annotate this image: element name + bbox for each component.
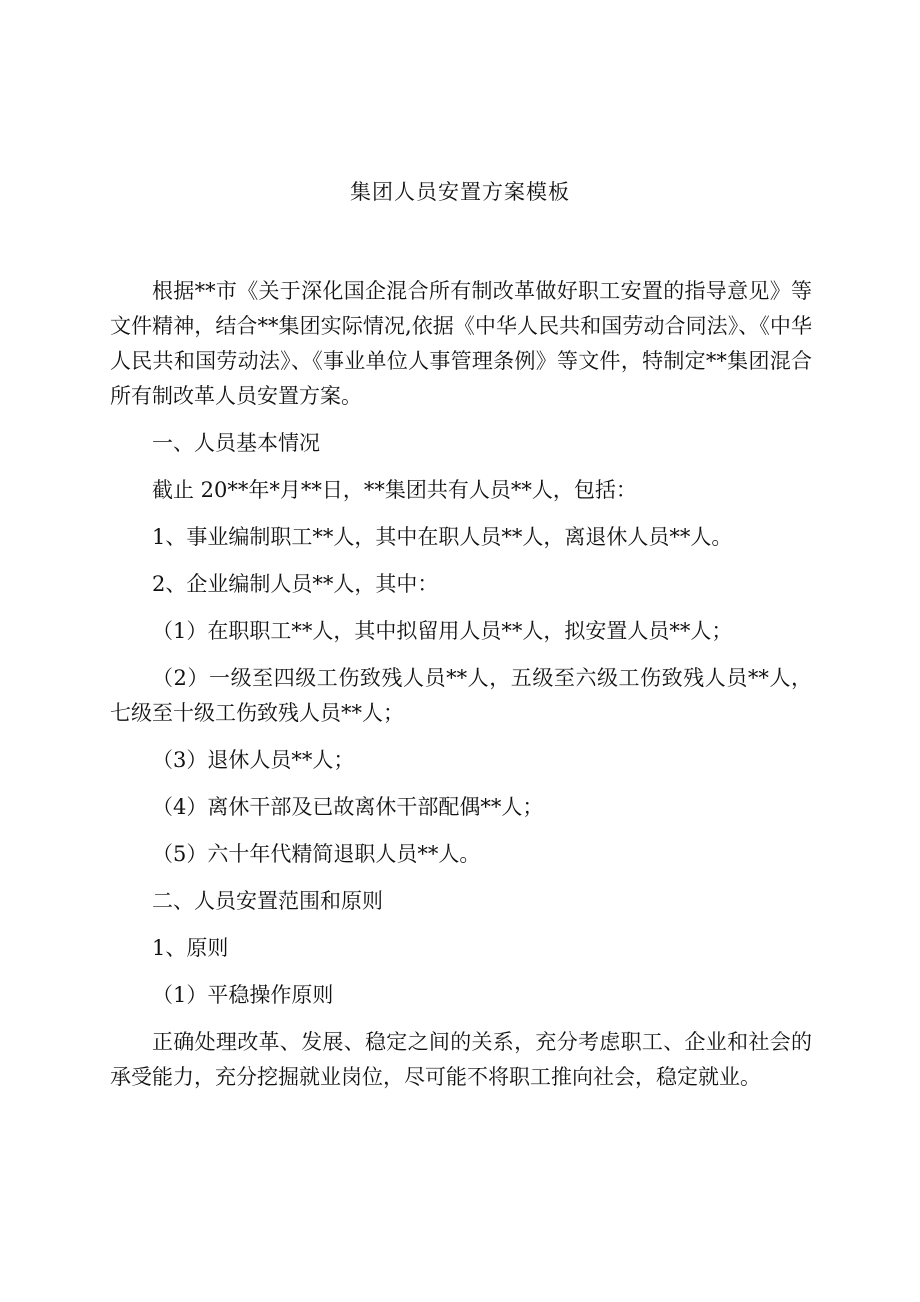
document-title: 集团人员安置方案模板 bbox=[350, 180, 570, 204]
paragraph-stable-operation: 正确处理改革、发展、稳定之间的关系，充分考虑职工、企业和社会的承受能力，充分挖掘就业岗位，尽可能不将职工推向社会，稳定就业。 bbox=[110, 1030, 812, 1089]
list-item-enterprise-staff: 2、企业编制人员**人，其中： bbox=[152, 572, 439, 596]
sub-item-retired: （3）退休人员**人； bbox=[152, 748, 355, 772]
sub-item-injury-disabled: （2）一级至四级工伤致残人员**人，五级至六级工伤致残人员**人，七级至十级工伤致残人员**人； bbox=[110, 666, 812, 725]
subsection-heading-principles: 1、原则 bbox=[152, 936, 229, 960]
document-body bbox=[110, 274, 812, 1107]
sub-item-retired-cadres: （4）离休干部及已故离休干部配偶**人； bbox=[152, 795, 544, 819]
section-heading-scope-principles: 二、人员安置范围和原则 bbox=[152, 889, 383, 913]
section-heading-basic-info: 一、人员基本情况 bbox=[152, 431, 320, 455]
sub-item-active-staff: （1）在职职工**人，其中拟留用人员**人，拟安置人员**人； bbox=[152, 619, 733, 643]
list-item-institution-staff: 1、事业编制职工**人，其中在职人员**人，离退休人员**人。 bbox=[152, 525, 733, 549]
paragraph-intro: 根据**市《关于深化国企混合所有制改革做好职工安置的指导意见》等文件精神，结合**集团实际情况,依据《中华人民共和国劳动合同法》、《中华人民共和国劳动法》、《事业单位人事管理条例》等文件，特制定**集团混合所有制改革人员安置方案。 bbox=[110, 279, 812, 408]
paragraph-headcount: 截止 20**年*月**日，**集团共有人员**人，包括： bbox=[152, 478, 637, 502]
principle-heading-stable-operation: （1）平稳操作原则 bbox=[152, 983, 334, 1007]
sub-item-sixties-retirees: （5）六十年代精简退职人员**人。 bbox=[152, 842, 481, 866]
